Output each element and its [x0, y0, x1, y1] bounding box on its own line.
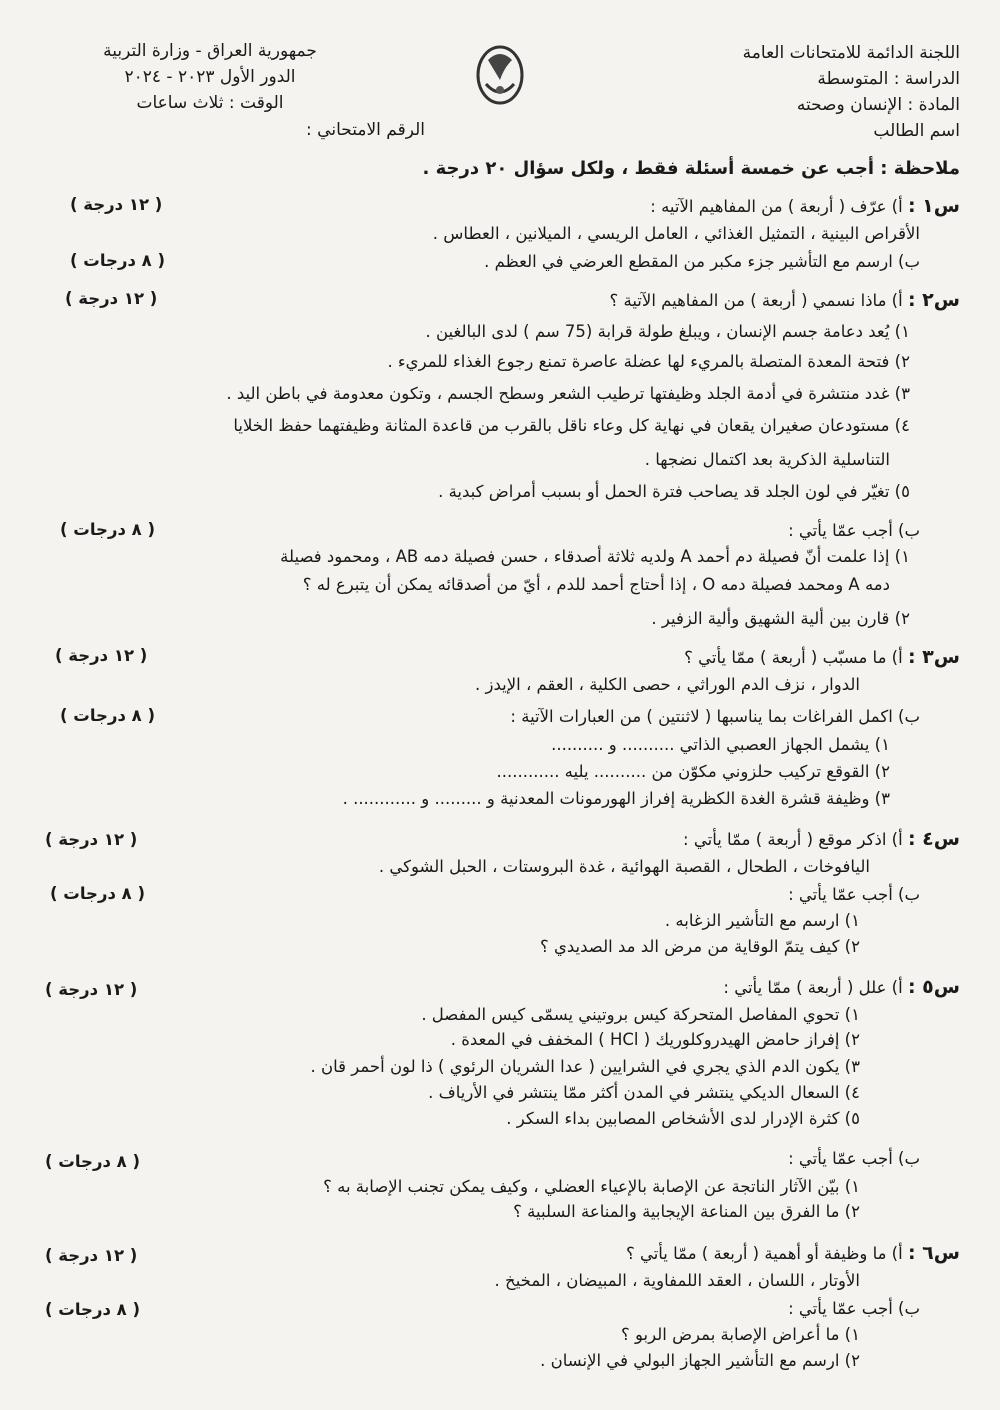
exam-number-label: الرقم الامتحاني : — [306, 120, 425, 140]
q2-a-item: ٣) غدد منتشرة في أدمة الجلد وظيفتها ترطيب الشعر وسطح الجسم ، وتكون معدومة في باطن اليد . — [226, 384, 910, 403]
ministry-name: جمهورية العراق - وزارة التربية — [103, 41, 317, 61]
q2-a-item: ١) يُعد دعامة جسم الإنسان ، ويبلغ طولة قرابة (75 سم ) لدى البالغين . — [425, 322, 910, 341]
q4-b-item: ٢) كيف يتمّ الوقاية من مرض الد مد الصديدي ؟ — [539, 937, 860, 956]
student-name-label: اسم الطالب — [873, 121, 960, 141]
q2-a-item: التناسلية الذكرية بعد اكتمال نضجها . — [644, 450, 890, 469]
q2-a-item: ٤) مستودعان صغيران يقعان في نهاية كل وعاء ناقل بالقرب من قاعدة المثانة وظيفتهما حفظ الخلايا — [233, 416, 910, 435]
q4-number: س٤ : — [907, 828, 960, 850]
q6-a-title: أ) ما وظيفة أو أهمية ( أربعة ) ممّا يأتي ؟ — [625, 1244, 903, 1263]
q2-a-item: ٥) تغيّر في لون الجلد قد يصاحب فترة الحمل أو بسبب أمراض كبدية . — [438, 482, 910, 501]
q3-number: س٣ : — [907, 646, 960, 668]
q3-b-item: ٢) القوقع تركيب حلزوني مكوّن من .......... يليه ............ — [496, 762, 890, 781]
q2-part-a — [609, 289, 960, 312]
q4-b-item: ١) ارسم مع التأشير الزغابه . — [664, 911, 860, 930]
q6-number: س٦ : — [907, 1242, 960, 1264]
q5-b-item: ٢) ما الفرق بين المناعة الإيجابية والمناعة السلبية ؟ — [513, 1202, 860, 1221]
q6-a-marks: ( ١٢ درجة ) — [45, 1246, 138, 1265]
q5-a-marks: ( ١٢ درجة ) — [45, 980, 138, 999]
q5-b-item: ١) بيّن الآثار الناتجة عن الإصابة بالإعياء العضلي ، وكيف يمكن تجنب الإصابة به ؟ — [323, 1177, 860, 1196]
q2-b-item: ٢) قارن بين ألية الشهيق وألية الزفير . — [651, 609, 910, 628]
q6-b-item: ٢) ارسم مع التأشير الجهاز البولي في الإنسان . — [540, 1351, 860, 1370]
q2-a-title: أ) ماذا نسمي ( أربعة ) من المفاهيم الآتية ؟ — [609, 291, 903, 310]
q2-b-item: ١) إذا علمت أنّ فصيلة دم أحمد A ولديه ثلاثة أصدقاء ، حسن فصيلة دمه AB ، ومحمود فصيلة — [280, 547, 910, 566]
q6-a-terms: الأوتار ، اللسان ، العقد اللمفاوية ، المبيضان ، المخيخ . — [494, 1271, 860, 1290]
header-right — [620, 40, 960, 144]
q4-a-title: أ) اذكر موقع ( أربعة ) ممّا يأتي : — [683, 830, 903, 849]
q3-a-title: أ) ما مسبّب ( أربعة ) ممّا يأتي ؟ — [684, 648, 903, 667]
emblem-logo — [470, 40, 530, 110]
exam-session: الدور الأول ٢٠٢٣ - ٢٠٢٤ — [124, 67, 296, 87]
q2-a-item: ٢) فتحة المعدة المتصلة بالمريء لها عضلة عاصرة تمنع رجوع الغذاء للمريء . — [387, 352, 910, 371]
q3-part-a — [684, 646, 960, 669]
q3-b-item: ٣) وظيفة قشرة الغدة الكظرية إفراز الهورمونات المعدنية و ......... و ............ . — [342, 789, 890, 808]
q2-number: س٢ : — [907, 289, 960, 311]
q5-a-item: ٥) كثرة الإدرار لدى الأشخاص المصابين بداء السكر . — [506, 1109, 860, 1128]
q5-b-title: ب) أجب عمّا يأتي : — [788, 1149, 920, 1168]
q5-part-a — [723, 976, 960, 999]
q2-b-item: دمه A ومحمد فصيلة دمه O ، إذا أحتاج أحمد للدم ، أيّ من أصدقائه يمكن أن يتبرع له ؟ — [302, 575, 890, 594]
q5-a-item: ٢) إفراز حامض الهيدروكلوريك ( HCl ) المخفف في المعدة . — [450, 1030, 860, 1049]
subject: المادة : الإنسان وصحته — [796, 95, 960, 115]
q1-a-terms: الأقراص البينية ، التمثيل الغذائي ، العامل الريسي ، الميلانين ، العطاس . — [432, 224, 920, 243]
q3-b-item: ١) يشمل الجهاز العصبي الذاتي .......... و .......... — [551, 735, 890, 754]
q5-a-title: أ) علل ( أربعة ) ممّا يأتي : — [723, 978, 903, 997]
q1-part-a — [650, 195, 960, 218]
q5-number: س٥ : — [907, 976, 960, 998]
q1-a-marks: ( ١٢ درجة ) — [70, 195, 163, 214]
q6-b-marks: ( ٨ درجات ) — [45, 1300, 141, 1319]
q5-a-item: ٤) السعال الديكي ينتشر في المدن أكثر ممّا ينتشر في الأرياف . — [428, 1083, 860, 1102]
q2-b-marks: ( ٨ درجات ) — [60, 520, 156, 539]
committee-name: اللجنة الدائمة للامتحانات العامة — [742, 43, 960, 63]
q4-part-a — [683, 828, 960, 851]
q5-a-item: ١) تحوي المفاصل المتحركة كيس بروتيني يسمّى كيس المفصل . — [421, 1005, 860, 1024]
q4-b-title: ب) أجب عمّا يأتي : — [788, 885, 920, 904]
q2-a-marks: ( ١٢ درجة ) — [65, 289, 158, 308]
exam-time: الوقت : ثلاث ساعات — [136, 93, 284, 113]
q6-b-item: ١) ما أعراض الإصابة بمرض الربو ؟ — [621, 1325, 860, 1344]
q3-b-title: ب) اكمل الفراغات بما يناسبها ( لاثنتين ) من العبارات الآتية : — [510, 707, 920, 726]
study-level: الدراسة : المتوسطة — [817, 69, 960, 89]
header-left — [80, 38, 340, 116]
q4-a-marks: ( ١٢ درجة ) — [45, 830, 138, 849]
q1-number: س١ : — [907, 195, 960, 217]
q1-b-title: ب) ارسم مع التأشير جزء مكبر من المقطع العرضي في العظم . — [484, 252, 920, 271]
q3-b-marks: ( ٨ درجات ) — [60, 706, 156, 725]
q2-b-title: ب) أجب عمّا يأتي : — [788, 521, 920, 540]
q4-a-terms: اليافوخات ، الطحال ، القصبة الهوائية ، غدة البروستات ، الحبل الشوكي . — [378, 857, 870, 876]
q3-a-terms: الدوار ، نزف الدم الوراثي ، حصى الكلية ، العقم ، الإيدز . — [475, 675, 860, 694]
q6-part-a — [626, 1242, 960, 1265]
q5-a-item: ٣) يكون الدم الذي يجري في الشرايين ( عدا الشريان الرئوي ) ذا لون أحمر قان . — [310, 1057, 860, 1076]
q3-a-marks: ( ١٢ درجة ) — [55, 646, 148, 665]
q6-b-title: ب) أجب عمّا يأتي : — [788, 1299, 920, 1318]
q1-a-title: أ) عرّف ( أربعة ) من المفاهيم الآتيه : — [650, 197, 903, 216]
q1-b-marks: ( ٨ درجات ) — [70, 251, 166, 270]
q5-b-marks: ( ٨ درجات ) — [45, 1152, 141, 1171]
q4-b-marks: ( ٨ درجات ) — [50, 884, 146, 903]
exam-note: ملاحظة : أجب عن خمسة أسئلة فقط ، ولكل سؤال ٢٠ درجة . — [422, 158, 960, 179]
